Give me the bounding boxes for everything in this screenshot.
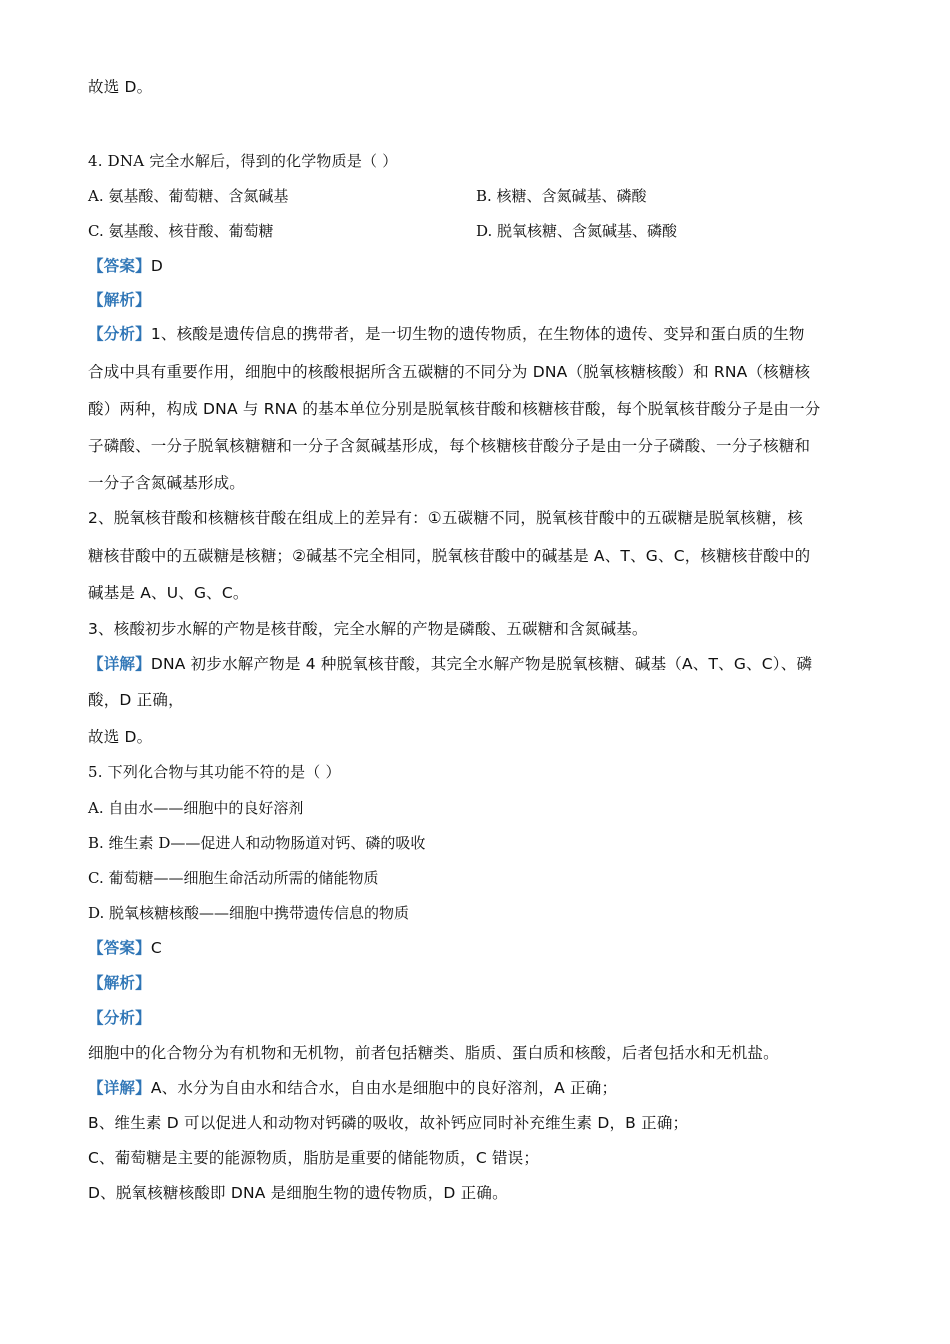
q5-detail-text-1: A、水分为自由水和结合水，自由水是细胞中的良好溶剂，A 正确； <box>150 1079 618 1097</box>
q4-fenxi-line-5: 一分子含氮碱基形成。 <box>88 474 246 492</box>
q4-detail-text-1: DNA 初步水解产物是 4 种脱氧核苷酸，其完全水解产物是脱氧核糖、碱基（A、T、G、C）、磷 <box>150 655 813 673</box>
q4-detail-tag: 【详解】 <box>88 655 151 673</box>
q5-answer-tag: 【答案】 <box>88 939 151 957</box>
q5-option-a: A. 自由水——细胞中的良好溶剂 <box>88 799 304 817</box>
q4-conclusion: 故选 D。 <box>88 728 153 746</box>
q4-option-c: C. 氨基酸、核苷酸、葡萄糖 <box>88 222 274 240</box>
q5-analysis-tag: 【解析】 <box>88 974 151 992</box>
prev-conclusion: 故选 D。 <box>88 78 153 96</box>
q5-option-c: C. 葡萄糖——细胞生命活动所需的储能物质 <box>88 869 379 887</box>
q4-answer-tag: 【答案】 <box>88 257 151 275</box>
q4-detail-line-1 <box>88 654 812 674</box>
q4-answer-value: D <box>150 257 163 275</box>
q5-fenxi-text: 细胞中的化合物分为有机物和无机物，前者包括糖类、脂质、蛋白质和核酸，后者包括水和无机盐。 <box>88 1044 779 1062</box>
q5-answer <box>88 938 162 958</box>
q5-detail-line-4: D、脱氧核糖核酸即 DNA 是细胞生物的遗传物质，D 正确。 <box>88 1184 508 1202</box>
q4-fenxi-line-9: 3、核酸初步水解的产物是核苷酸，完全水解的产物是磷酸、五碳糖和含氮碱基。 <box>88 620 648 638</box>
q5-option-d: D. 脱氧核糖核酸——细胞中携带遗传信息的物质 <box>88 904 410 922</box>
q4-fenxi-line-2: 合成中具有重要作用，细胞中的核酸根据所含五碳糖的不同分为 DNA（脱氧核糖核酸）和 RNA（核糖核 <box>88 363 811 381</box>
q4-fenxi-line-6: 2、脱氧核苷酸和核糖核苷酸在组成上的差异有：①五碳糖不同，脱氧核苷酸中的五碳糖是脱氧核糖，核 <box>88 509 803 527</box>
q4-answer <box>88 256 163 276</box>
q5-detail-tag: 【详解】 <box>88 1079 151 1097</box>
q4-fenxi-line-1 <box>88 324 805 344</box>
q4-stem: 4. DNA 完全水解后，得到的化学物质是（ ） <box>88 152 398 170</box>
q4-detail-line-2: 酸，D 正确， <box>88 691 184 709</box>
q5-answer-value: C <box>150 939 162 957</box>
q4-fenxi-line-3: 酸）两种，构成 DNA 与 RNA 的基本单位分别是脱氧核苷酸和核糖核苷酸，每个脱氧核苷酸分子是由一分 <box>88 400 821 418</box>
q4-fenxi-text-1: 1、核酸是遗传信息的携带者，是一切生物的遗传物质，在生物体的遗传、变异和蛋白质的生物 <box>150 325 805 343</box>
q4-option-a: A. 氨基酸、葡萄糖、含氮碱基 <box>88 187 289 205</box>
q4-fenxi-line-4: 子磷酸、一分子脱氧核糖糖和一分子含氮碱基形成，每个核糖核苷酸分子是由一分子磷酸、一分子核糖和 <box>88 437 811 455</box>
q5-detail-line-2: B、维生素 D 可以促进人和动物对钙磷的吸收，故补钙应同时补充维生素 D，B 正确； <box>88 1114 689 1132</box>
q5-stem: 5. 下列化合物与其功能不符的是（ ） <box>88 763 341 781</box>
q4-fenxi-tag: 【分析】 <box>88 325 151 343</box>
q4-analysis-tag: 【解析】 <box>88 291 151 309</box>
q5-fenxi-tag: 【分析】 <box>88 1009 151 1027</box>
q5-detail-line-3: C、葡萄糖是主要的能源物质，脂肪是重要的储能物质，C 错误； <box>88 1149 540 1167</box>
q4-fenxi-line-8: 碱基是 A、U、G、C。 <box>88 584 249 602</box>
q4-fenxi-line-7: 糖核苷酸中的五碳糖是核糖；②碱基不完全相同，脱氧核苷酸中的碱基是 A、T、G、C，核糖核苷酸中的 <box>88 547 811 565</box>
q5-option-b: B. 维生素 D——促进人和动物肠道对钙、磷的吸收 <box>88 834 426 852</box>
q5-detail-line-1 <box>88 1078 617 1098</box>
q4-option-b: B. 核糖、含氮碱基、磷酸 <box>476 187 647 205</box>
q4-option-d: D. 脱氧核糖、含氮碱基、磷酸 <box>476 222 678 240</box>
